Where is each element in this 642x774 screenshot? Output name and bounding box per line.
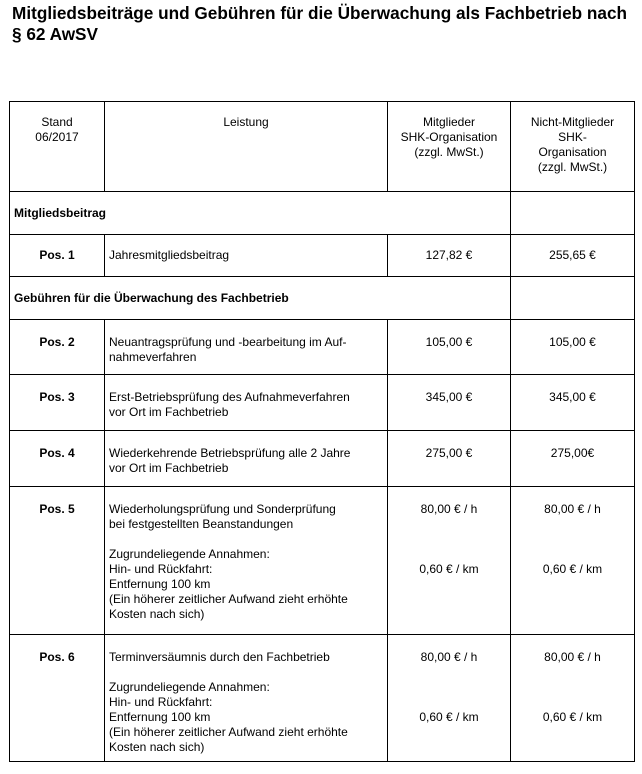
section-row-mitgliedsbeitrag bbox=[10, 192, 635, 235]
desc-line: Erst-Betriebsprüfung des Aufnahmeverfahren bbox=[109, 390, 350, 404]
nonmember-price: 255,65 € bbox=[511, 235, 635, 277]
header-line: Mitglieder bbox=[422, 115, 476, 129]
spacer bbox=[511, 665, 634, 710]
row-description bbox=[105, 635, 388, 762]
row-description bbox=[105, 320, 388, 375]
row-description bbox=[105, 431, 388, 487]
header-line: Nicht-Mitglieder bbox=[530, 115, 615, 129]
nonmember-price-hour: 80,00 € / h bbox=[544, 650, 601, 664]
section-empty-cell bbox=[511, 277, 635, 320]
pos-label: Pos. 1 bbox=[10, 235, 105, 277]
section-label: Gebühren für die Überwachung des Fachbetrieb bbox=[10, 277, 511, 320]
table-row bbox=[10, 431, 635, 487]
table-row bbox=[10, 487, 635, 635]
desc-line: Jahresmitgliedsbeitrag bbox=[109, 248, 230, 262]
desc-line: Neuantragsprüfung und -bearbeitung im Auf- bbox=[109, 335, 347, 349]
desc-line: bei festgestellten Beanstandungen bbox=[109, 517, 294, 531]
desc-line: Wiederkehrende Betriebsprüfung alle 2 Jahre bbox=[109, 446, 351, 460]
nonmember-price bbox=[511, 635, 635, 762]
header-stand-line: 06/2017 bbox=[35, 130, 79, 144]
table-header-row bbox=[10, 102, 635, 192]
nonmember-price bbox=[511, 487, 635, 635]
note-line: Entfernung 100 km bbox=[109, 577, 211, 591]
table-row bbox=[10, 235, 635, 277]
header-line: (zzgl. MwSt.) bbox=[414, 145, 484, 159]
pos-label: Pos. 6 bbox=[10, 635, 105, 762]
member-price-km: 0,60 € / km bbox=[419, 710, 479, 724]
note-line: Zugrundeliegende Annahmen: bbox=[109, 547, 270, 561]
nonmember-price: 345,00 € bbox=[511, 375, 635, 431]
header-line: (zzgl. MwSt.) bbox=[537, 160, 608, 174]
header-mitglieder bbox=[388, 102, 511, 192]
member-price: 345,00 € bbox=[388, 375, 511, 431]
member-price bbox=[388, 635, 511, 762]
note-line: (Ein höherer zeitlicher Aufwand zieht erhöhte bbox=[109, 592, 348, 606]
spacer bbox=[388, 517, 510, 562]
note-line: Hin- und Rückfahrt: bbox=[109, 562, 213, 576]
desc-line: vor Ort im Fachbetrieb bbox=[109, 405, 229, 419]
note-line: Entfernung 100 km bbox=[109, 710, 211, 724]
member-price-hour: 80,00 € / h bbox=[420, 502, 478, 516]
spacer bbox=[109, 532, 381, 547]
desc-line: vor Ort im Fachbetrieb bbox=[109, 461, 229, 475]
member-price bbox=[388, 487, 511, 635]
spacer bbox=[109, 665, 381, 680]
pos-label: Pos. 5 bbox=[10, 487, 105, 635]
section-row-gebuehren bbox=[10, 277, 635, 320]
nonmember-price: 275,00€ bbox=[511, 431, 635, 487]
page-title: Mitgliedsbeiträge und Gebühren für die Überwachung als Fachbetrieb nach § 62 AwSV bbox=[12, 3, 628, 44]
section-empty-cell bbox=[511, 192, 635, 235]
note-line: (Ein höherer zeitlicher Aufwand zieht erhöhte bbox=[109, 725, 348, 739]
spacer bbox=[511, 517, 634, 562]
table-row bbox=[10, 375, 635, 431]
header-stand bbox=[10, 102, 105, 192]
nonmember-price: 105,00 € bbox=[511, 320, 635, 375]
header-line: SHK- bbox=[558, 130, 587, 144]
header-stand-line: Stand bbox=[41, 115, 73, 129]
member-price: 275,00 € bbox=[388, 431, 511, 487]
pos-label: Pos. 4 bbox=[10, 431, 105, 487]
note-line: Kosten nach sich) bbox=[109, 740, 205, 754]
row-description bbox=[105, 235, 388, 277]
note-line: Hin- und Rückfahrt: bbox=[109, 695, 213, 709]
table-row bbox=[10, 635, 635, 762]
nonmember-price-km: 0,60 € / km bbox=[542, 562, 603, 576]
desc-line: Terminversäumnis durch den Fachbetrieb bbox=[109, 650, 330, 664]
row-description bbox=[105, 375, 388, 431]
desc-line: Wiederholungsprüfung und Sonderprüfung bbox=[109, 502, 336, 516]
section-label: Mitgliedsbeitrag bbox=[10, 192, 511, 235]
note-line: Kosten nach sich) bbox=[109, 607, 205, 621]
pos-label: Pos. 2 bbox=[10, 320, 105, 375]
member-price: 127,82 € bbox=[388, 235, 511, 277]
header-leistung: Leistung bbox=[105, 102, 388, 192]
desc-line: nahmeverfahren bbox=[109, 350, 197, 364]
note-line: Zugrundeliegende Annahmen: bbox=[109, 680, 270, 694]
table-row bbox=[10, 320, 635, 375]
fee-table bbox=[9, 101, 635, 762]
member-price-km: 0,60 € / km bbox=[419, 562, 479, 576]
nonmember-price-hour: 80,00 € / h bbox=[544, 502, 601, 516]
pos-label: Pos. 3 bbox=[10, 375, 105, 431]
member-price-hour: 80,00 € / h bbox=[420, 650, 478, 664]
spacer bbox=[388, 665, 510, 710]
header-line: Organisation bbox=[538, 145, 607, 159]
member-price: 105,00 € bbox=[388, 320, 511, 375]
header-nicht-mitglieder bbox=[511, 102, 635, 192]
nonmember-price-km: 0,60 € / km bbox=[542, 710, 603, 724]
row-description bbox=[105, 487, 388, 635]
header-line: SHK-Organisation bbox=[400, 130, 498, 144]
